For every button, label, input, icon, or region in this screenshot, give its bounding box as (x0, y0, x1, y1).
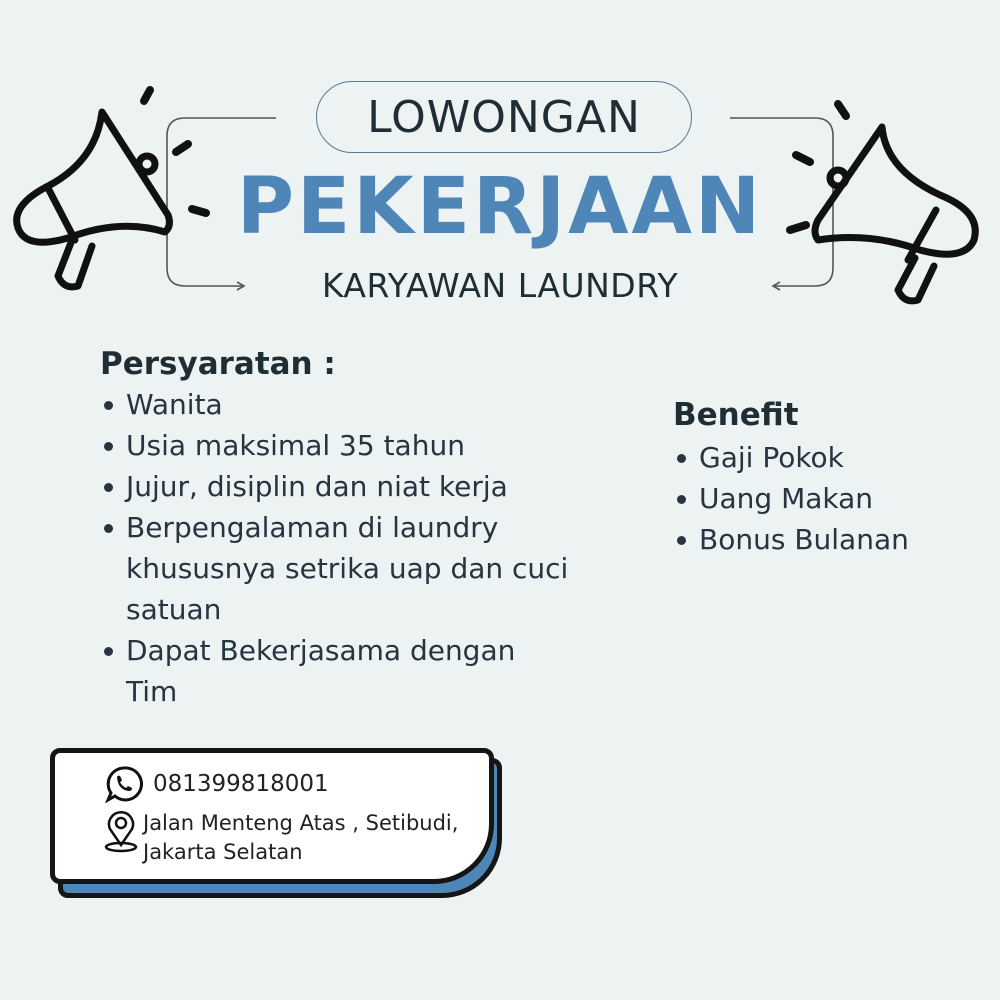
phone-row (105, 765, 329, 803)
list-item: Uang Makan (673, 478, 973, 519)
requirements-heading: Persyaratan : (100, 346, 336, 382)
header-pill (316, 81, 692, 153)
requirements-list (100, 384, 620, 712)
whatsapp-icon (105, 765, 143, 803)
address-row (103, 809, 458, 867)
list-item: Berpengalaman di laundry khususnya setrika uap dan cuci satuan (100, 507, 596, 630)
benefit-heading: Benefit (673, 397, 799, 433)
benefit-list (673, 437, 973, 560)
list-item: Gaji Pokok (673, 437, 973, 478)
contact-card (50, 748, 494, 884)
list-item: Jujur, disiplin dan niat kerja (100, 466, 620, 507)
phone-number[interactable]: 081399818001 (153, 771, 329, 797)
list-item: Dapat Bekerjasama dengan Tim (100, 630, 556, 712)
list-item: Usia maksimal 35 tahun (100, 425, 620, 466)
benefit-section (673, 397, 973, 560)
requirements-section (100, 346, 620, 712)
page-subtitle: KARYAWAN LAUNDRY (321, 266, 679, 305)
list-item: Wanita (100, 384, 620, 425)
map-pin-icon (103, 809, 139, 853)
pill-text: LOWONGAN (367, 91, 641, 143)
address: Jalan Menteng Atas , Setibudi, Jakarta Selatan (143, 811, 459, 864)
list-item: Bonus Bulanan (673, 519, 973, 560)
page-title: PEKERJAAN (236, 162, 764, 252)
